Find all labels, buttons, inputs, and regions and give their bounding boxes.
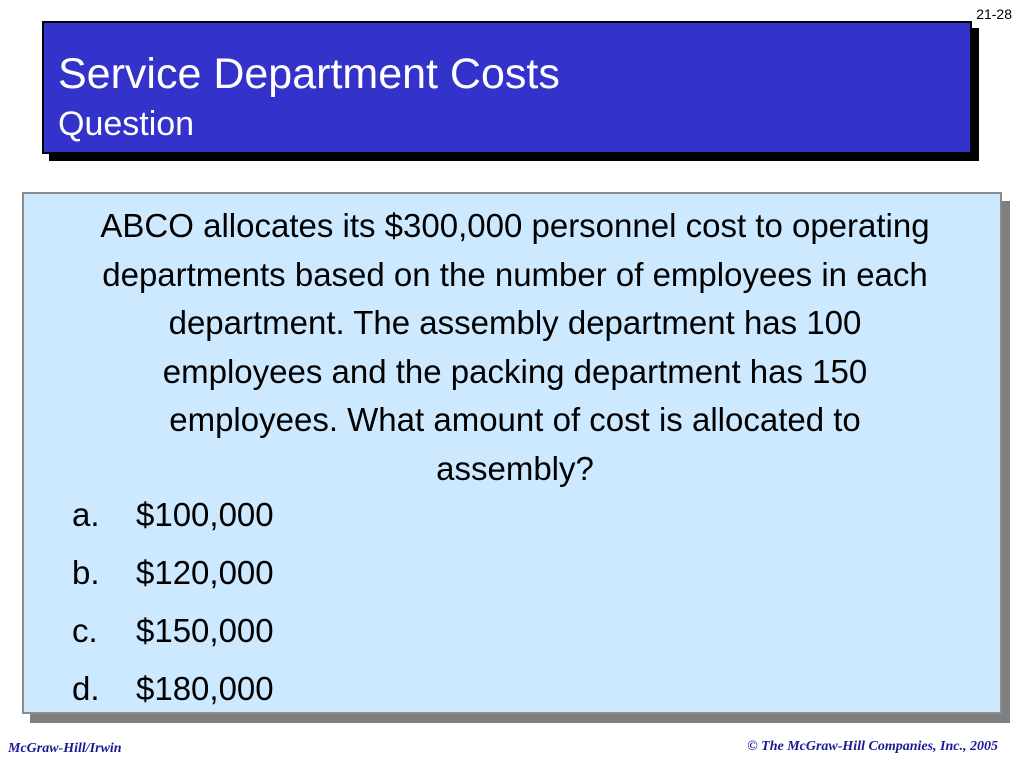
answer-options (72, 486, 274, 718)
answer-option-b (72, 544, 274, 602)
question-text: ABCO allocates its $300,000 personnel cost to operating departments based on the number of employees in each department. The assembly department has 100 employees and the packing department has 150 employees. What amount of cost is allocated to assembly? (100, 207, 930, 487)
answer-option-d (72, 660, 274, 718)
option-letter: c. (72, 612, 98, 649)
slide-subtitle: Question (58, 105, 195, 143)
slide-title: Service Department Costs (58, 50, 560, 98)
answer-option-c (72, 602, 274, 660)
option-value: $120,000 (136, 554, 274, 591)
option-value: $150,000 (136, 612, 274, 649)
content-box (22, 192, 1002, 714)
option-letter: d. (72, 670, 100, 707)
option-letter: b. (72, 554, 100, 591)
title-box (42, 21, 972, 154)
option-value: $100,000 (136, 496, 274, 533)
option-value: $180,000 (136, 670, 274, 707)
footer-copyright: © The McGraw-Hill Companies, Inc., 2005 (747, 739, 998, 754)
answer-option-a (72, 486, 274, 544)
option-letter: a. (72, 496, 100, 533)
footer-publisher: McGraw-Hill/Irwin (8, 741, 122, 756)
slide-number: 21-28 (976, 6, 1012, 22)
